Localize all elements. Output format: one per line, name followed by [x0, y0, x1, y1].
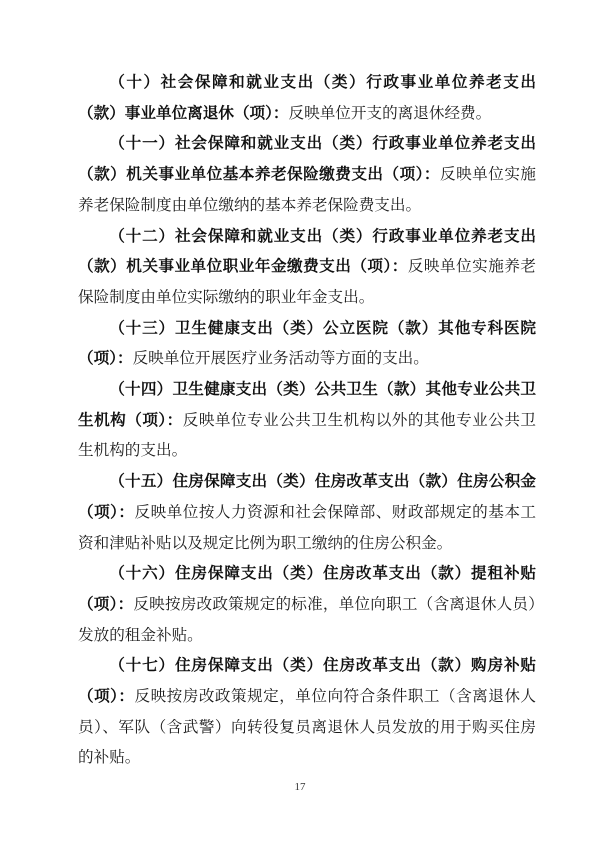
paragraph-heading: （十一）社会保障和就业支出（类）行政事业单位养老支出（款）机关事业单位基本养老保险缴费支出（项）： — [78, 134, 536, 184]
paragraph-11 — [78, 128, 536, 220]
paragraph-text: 反映按房改政策规定的标准，单位向职工（含离退休人员）发放的租金补贴。 — [78, 594, 536, 644]
paragraph-heading: （十四）卫生健康支出（类）公共卫生（款）其他专业公共卫生机构（项）： — [78, 380, 536, 429]
paragraph-14 — [78, 374, 536, 466]
paragraph-heading: （十二）社会保障和就业支出（类）行政事业单位养老支出（款）机关事业单位职业年金缴费支出（项）： — [78, 226, 536, 276]
paragraph-heading: （十）社会保障和就业支出（类）行政事业单位养老支出（款）事业单位离退休（项）： — [78, 73, 536, 122]
paragraph-heading: （十六）住房保障支出（类）住房改革支出（款）提租补贴（项）： — [78, 564, 536, 613]
paragraph-heading: （十五）住房保障支出（类）住房改革支出（款）住房公积金（项）： — [78, 472, 536, 521]
paragraph-text: 反映单位按人力资源和社会保障部、财政部规定的基本工资和津贴补贴以及规定比例为职工缴纳的住房公积金。 — [78, 502, 536, 552]
paragraph-heading: （十七）住房保障支出（类）住房改革支出（款）购房补贴（项）： — [78, 656, 536, 706]
document-body — [78, 67, 536, 773]
paragraph-text: 反映单位开支的离退休经费。 — [288, 103, 492, 122]
paragraph-text: 反映单位专业公共卫生机构以外的其他专业公共卫生机构的支出。 — [78, 410, 536, 460]
paragraph-10 — [78, 67, 536, 128]
paragraph-text: 反映单位实施养老保险制度由单位缴纳的基本养老保险费支出。 — [78, 165, 536, 214]
paragraph-13 — [78, 313, 536, 374]
paragraph-16 — [78, 558, 536, 650]
paragraph-17 — [78, 650, 536, 773]
paragraph-15 — [78, 466, 536, 558]
paragraph-text: 反映单位开展医疗业务活动等方面的支出。 — [132, 349, 429, 368]
paragraph-heading: （十三）卫生健康支出（类）公立医院（款）其他专科医院（项）： — [78, 318, 536, 368]
paragraph-12 — [78, 221, 536, 313]
paragraph-text: 反映按房改政策规定，单位向符合条件职工（含离退休人员）、军队（含武警）向转役复员离退休人员发放的用于购买住房的补贴。 — [78, 687, 536, 767]
page-number: 17 — [294, 781, 306, 793]
paragraph-text: 反映单位实施养老保险制度由单位实际缴纳的职业年金支出。 — [78, 257, 536, 306]
